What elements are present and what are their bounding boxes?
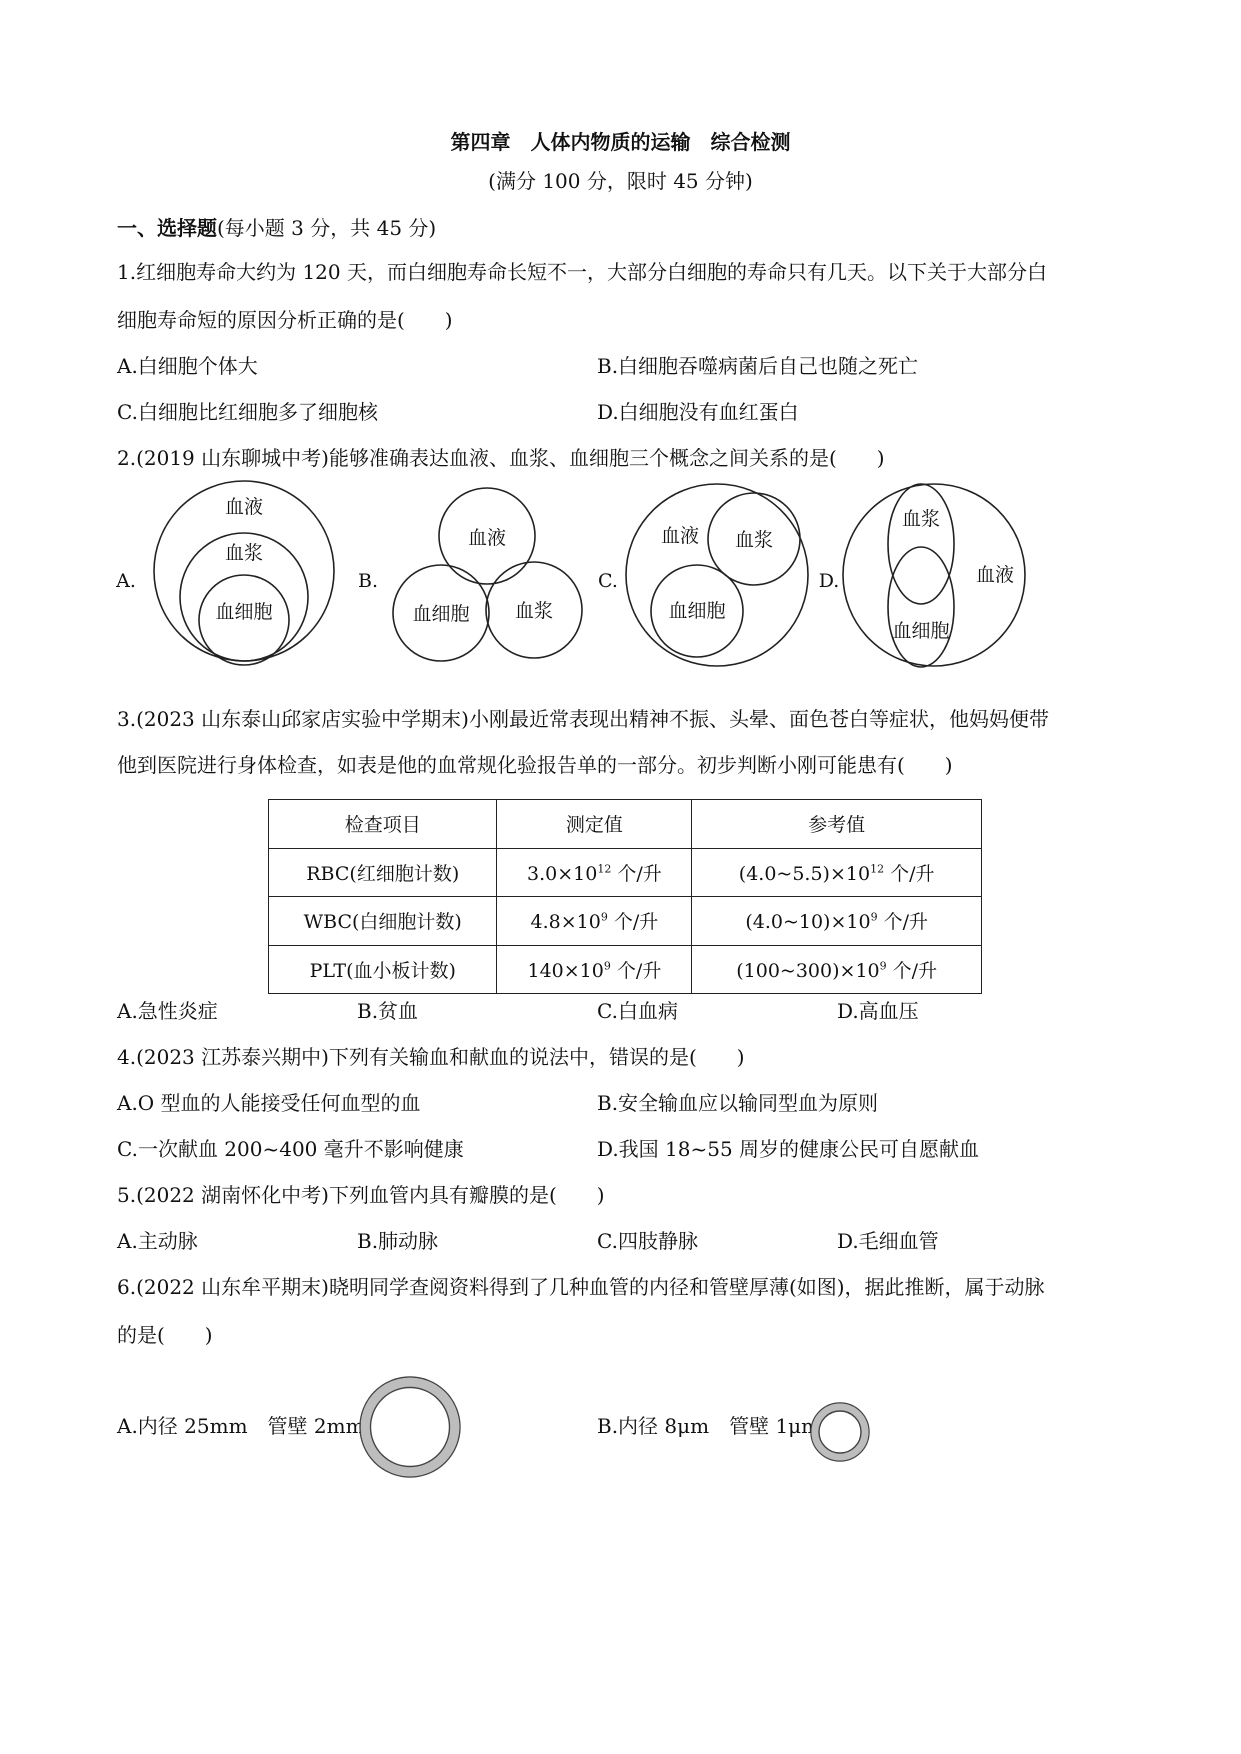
q6-line2: 的是( ) — [117, 1323, 213, 1347]
q1-option-a: A.白细胞个体大 — [117, 354, 258, 378]
table-cell-reference: $(100\sim 300)\times 10^9$ 个/升 — [692, 945, 982, 994]
q5-option-b: B.肺动脉 — [357, 1229, 439, 1253]
venn-d-letter: D. — [818, 570, 840, 592]
venn-a-cells-label: 血细胞 — [215, 601, 273, 623]
venn-c-cells-label: 血细胞 — [668, 600, 726, 622]
vessel-a-ring-icon — [350, 1370, 470, 1490]
venn-a-plasma-label: 血浆 — [224, 542, 264, 564]
venn-b-plasma-label: 血浆 — [514, 600, 554, 622]
venn-d-cells-label: 血细胞 — [892, 620, 950, 642]
q4-option-c: C.一次献血 200~400 毫升不影响健康 — [117, 1137, 464, 1161]
venn-b-letter: B. — [357, 570, 379, 592]
blood-test-table — [268, 799, 982, 994]
q4-option-b: B.安全输血应以输同型血为原则 — [597, 1091, 879, 1115]
table-row — [269, 848, 982, 897]
table-row — [269, 897, 982, 946]
q6-option-b: B.内径 8μm 管壁 1μm — [597, 1414, 821, 1438]
table-header-cell: 参考值 — [692, 800, 982, 849]
vessel-b-ring-icon — [805, 1398, 875, 1468]
q1-line2: 细胞寿命短的原因分析正确的是( ) — [117, 308, 453, 332]
table-cell-item: PLT(血小板计数) — [269, 945, 497, 994]
q3-option-d: D.高血压 — [837, 999, 919, 1023]
venn-b-blood-label: 血液 — [467, 527, 507, 549]
q5-option-c: C.四肢静脉 — [597, 1229, 698, 1253]
table-header-row — [269, 800, 982, 849]
q3-option-a: A.急性炎症 — [117, 999, 218, 1023]
venn-d-cells-ellipse — [888, 547, 954, 667]
venn-a-letter: A. — [116, 570, 136, 592]
section-heading — [117, 212, 436, 241]
venn-d-plasma-label: 血浆 — [901, 508, 941, 530]
venn-d-plasma-ellipse — [888, 484, 954, 604]
q2-stem: 2.(2019 山东聊城中考)能够准确表达血液、血浆、血细胞三个概念之间关系的是( ) — [117, 446, 885, 470]
q1-line1: 1.红细胞寿命大约为 120 天，而白细胞寿命长短不一，大部分白细胞的寿命只有几天。以下关于大部分白 — [117, 260, 1047, 284]
q3-line1: 3.(2023 山东泰山邱家店实验中学期末)小刚最近常表现出精神不振、头晕、面色苍白等症状，他妈妈便带 — [117, 707, 1049, 731]
q1-option-d: D.白细胞没有血红蛋白 — [597, 400, 799, 424]
table-cell-reference: $(4.0\sim 5.5)\times 10^{12}$ 个/升 — [692, 848, 982, 897]
q6-line1: 6.(2022 山东牟平期末)晓明同学查阅资料得到了几种血管的内径和管壁厚薄(如图)，据此推断，属于动脉 — [117, 1275, 1045, 1299]
table-cell-value: $3.0\times 10^{12}$ 个/升 — [497, 848, 692, 897]
table-header-cell: 测定值 — [497, 800, 692, 849]
table-header-cell: 检查项目 — [269, 800, 497, 849]
venn-a-blood-label: 血液 — [224, 496, 264, 518]
q4-option-d: D.我国 18~55 周岁的健康公民可自愿献血 — [597, 1137, 980, 1161]
venn-d-blood-label: 血液 — [975, 564, 1015, 586]
q5-option-d: D.毛细血管 — [837, 1229, 939, 1253]
q5-stem: 5.(2022 湖南怀化中考)下列血管内具有瓣膜的是( ) — [117, 1183, 605, 1207]
venn-c-plasma-label: 血浆 — [734, 529, 774, 551]
section-name: 一、选择题 — [117, 216, 217, 240]
venn-c-blood-label: 血液 — [660, 525, 700, 547]
q5-option-a: A.主动脉 — [117, 1229, 198, 1253]
q3-option-c: C.白血病 — [597, 999, 678, 1023]
page-title: 第四章 人体内物质的运输 综合检测 — [450, 130, 791, 154]
q2-venn-diagrams — [0, 480, 1241, 680]
q1-option-c: C.白细胞比红细胞多了细胞核 — [117, 400, 378, 424]
venn-b-cells-label: 血细胞 — [412, 603, 470, 625]
q3-line2: 他到医院进行身体检查，如表是他的血常规化验报告单的一部分。初步判断小刚可能患有( ) — [117, 753, 953, 777]
table-cell-item: WBC(白细胞计数) — [269, 897, 497, 946]
table-cell-reference: $(4.0\sim 10)\times 10^9$ 个/升 — [692, 897, 982, 946]
page-subtitle: (满分 100 分，限时 45 分钟) — [488, 169, 753, 193]
section-note: (每小题 3 分，共 45 分) — [217, 216, 437, 240]
q6-option-a: A.内径 25mm 管壁 2mm — [117, 1414, 365, 1438]
q3-option-b: B.贫血 — [357, 999, 419, 1023]
q1-option-b: B.白细胞吞噬病菌后自己也随之死亡 — [597, 354, 919, 378]
venn-c-letter: C. — [598, 570, 618, 592]
table-cell-value: $4.8\times 10^9$ 个/升 — [497, 897, 692, 946]
q4-option-a: A.O 型血的人能接受任何血型的血 — [117, 1091, 421, 1115]
table-cell-item: RBC(红细胞计数) — [269, 848, 497, 897]
q4-stem: 4.(2023 江苏泰兴期中)下列有关输血和献血的说法中，错误的是( ) — [117, 1045, 745, 1069]
table-row — [269, 945, 982, 994]
table-cell-value: $140\times 10^9$ 个/升 — [497, 945, 692, 994]
